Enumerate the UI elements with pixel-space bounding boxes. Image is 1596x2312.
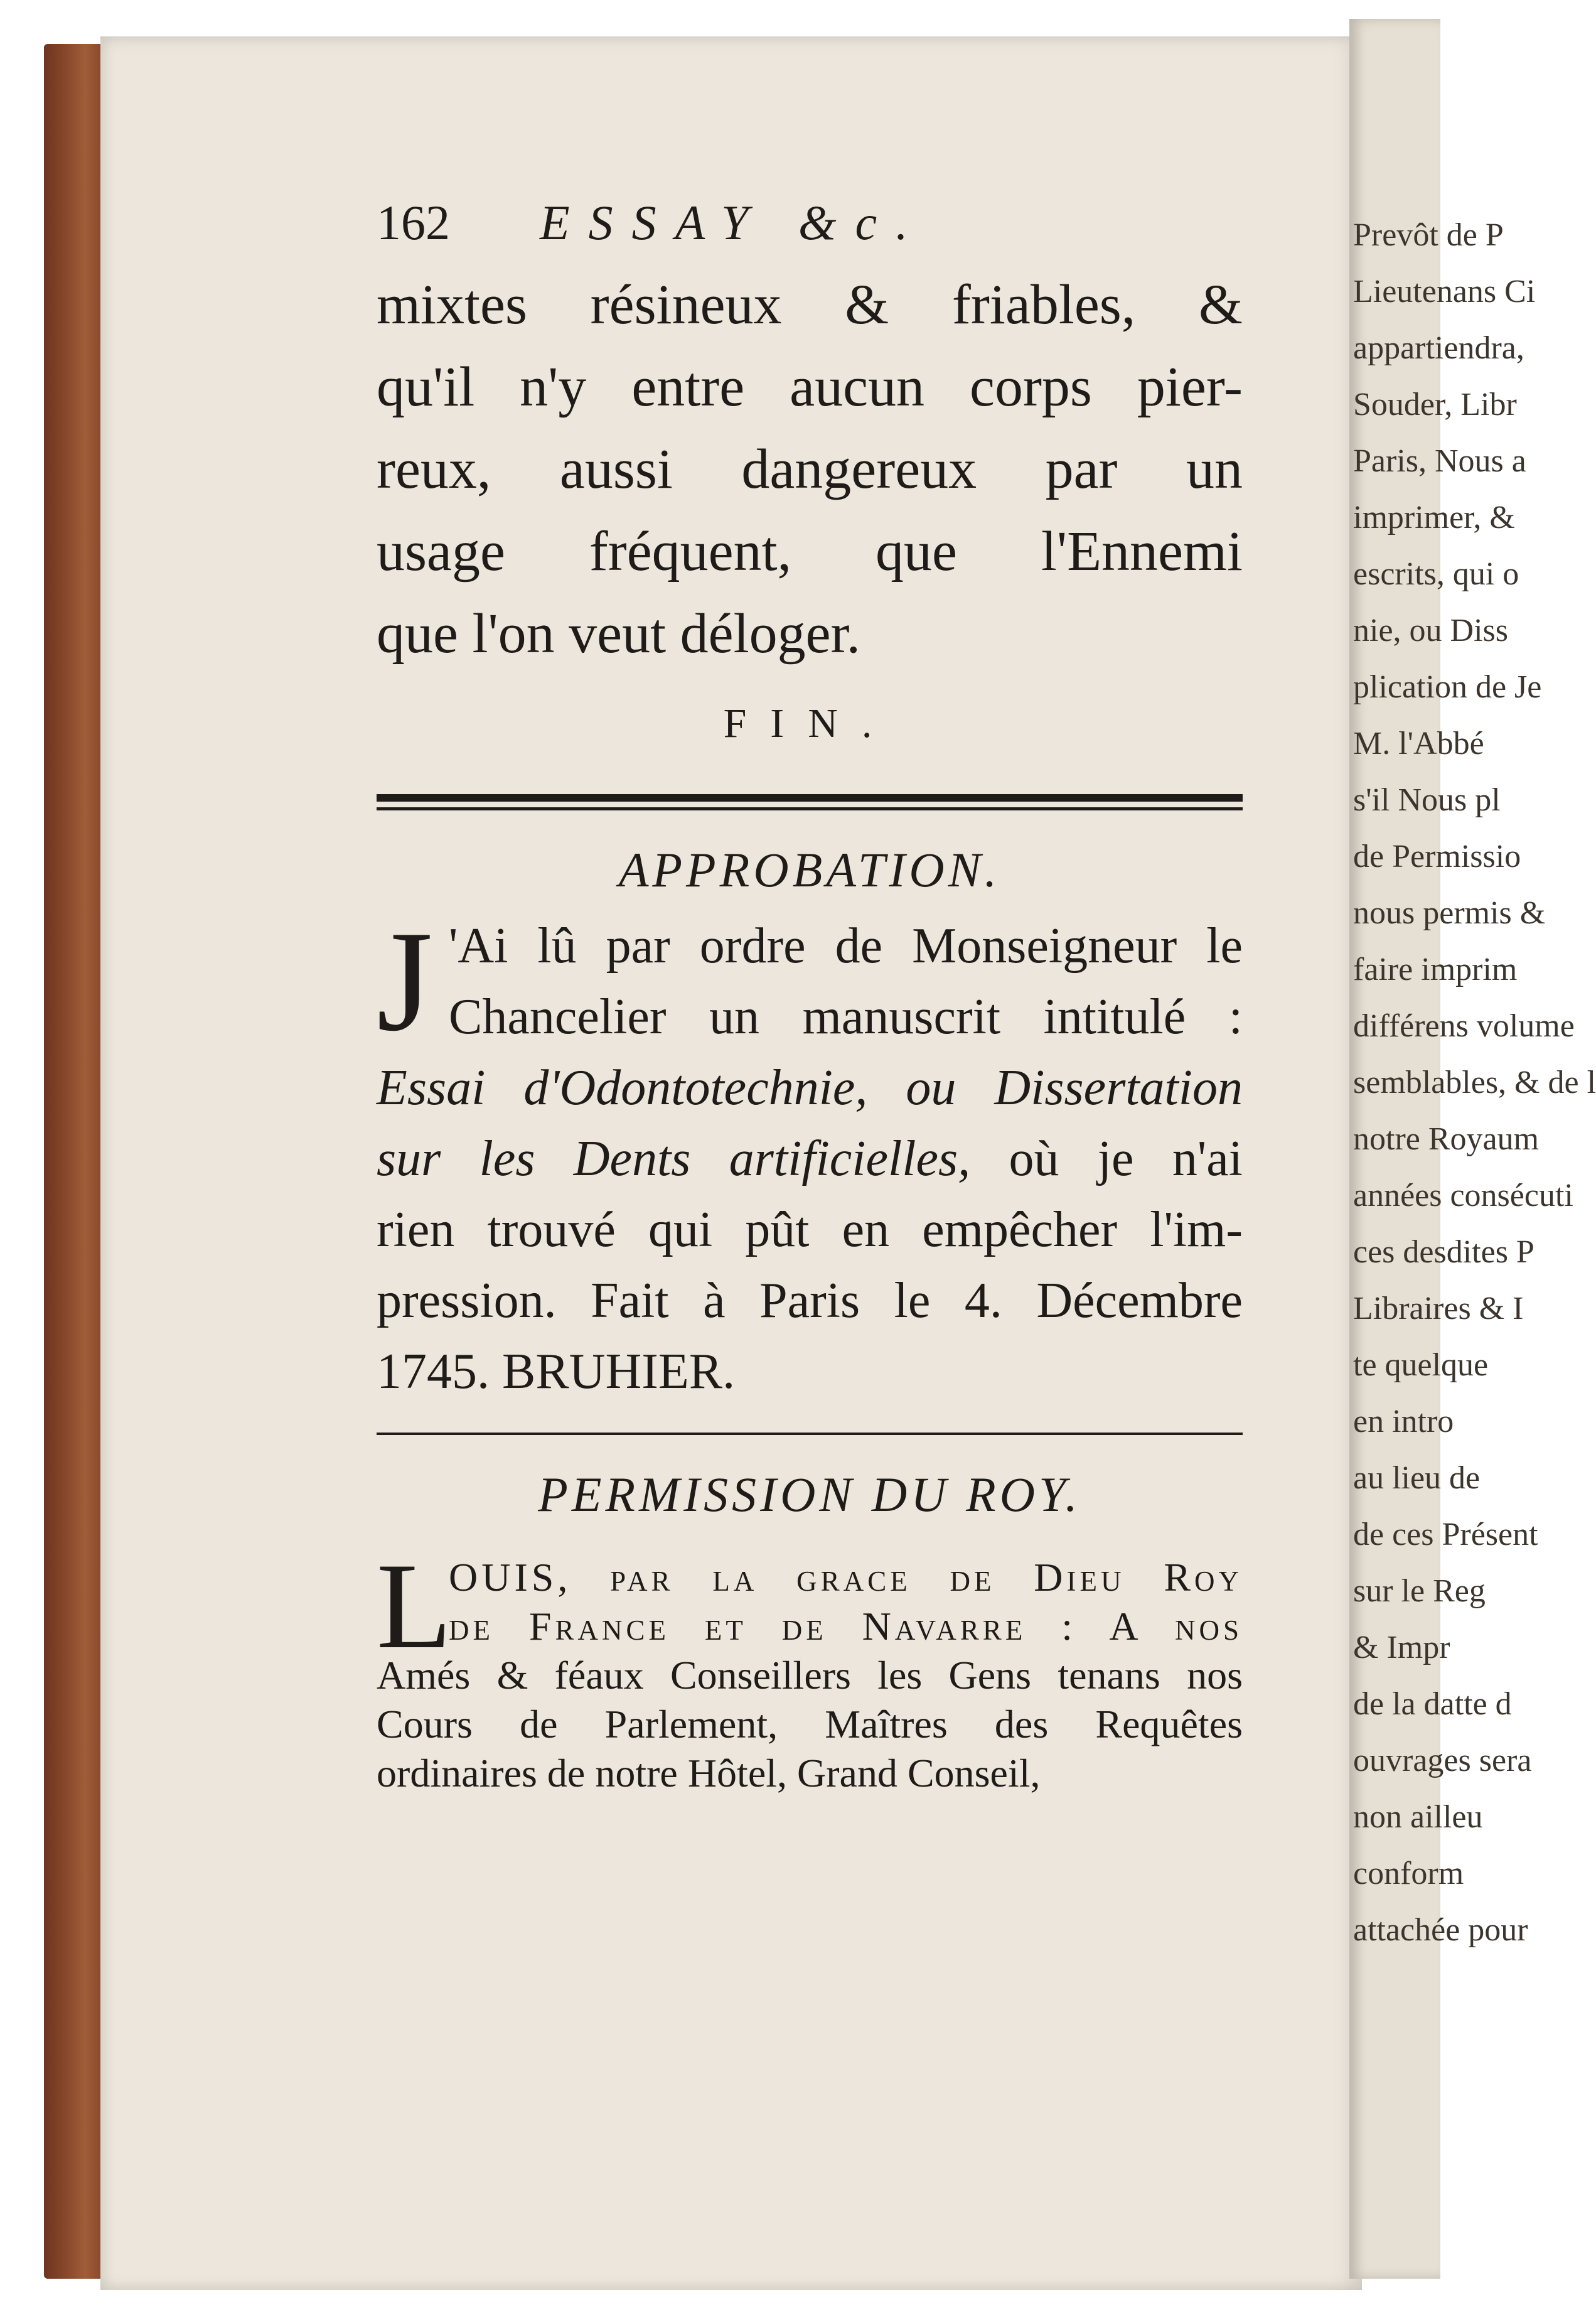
facing-page-line: en intro [1353,1404,1454,1439]
facing-page-line: de ces Présent [1353,1517,1538,1552]
facing-page-line: nous permis & [1353,895,1546,931]
facing-page-line: plication de Je [1353,669,1542,705]
body-line: mixtes résineux & friables, & [377,274,1243,336]
facing-page-line: & Impr [1353,1630,1450,1665]
body-text [377,264,1243,675]
approbation-line [377,1124,1243,1195]
approbation-line: 1745. BRUHIER. [377,1344,736,1399]
facing-page-line: s'il Nous pl [1353,782,1501,818]
page-number: 162 [377,195,450,250]
facing-page-line: Libraires & I [1353,1291,1524,1326]
body-line: qu'il n'y entre aucun corps pier- [377,356,1243,418]
facing-page-line: différens volume [1353,1008,1575,1044]
facing-page-line: escrits, qui o [1353,556,1519,592]
facing-page-line: Paris, Nous a [1353,443,1526,479]
body-line: usage fréquent, que l'Ennemi [377,520,1243,583]
approbation-line-rest: où je n'ai [970,1131,1243,1186]
facing-page-line: notre Royaum [1353,1121,1540,1157]
approbation-line: rien trouvé qui pût en empêcher l'im- [377,1202,1243,1257]
facing-page-line: imprimer, & [1353,500,1515,535]
page-text [377,195,1243,1798]
body-line: reux, aussi dangereux par un [377,438,1243,500]
double-rule-divider [377,794,1243,810]
dropcap-j: J [377,901,433,1061]
permission-line: de France et de Navarre : A nos [449,1604,1243,1648]
facing-page-edge [1349,19,1596,2279]
facing-page-line: Souder, Libr [1353,387,1517,422]
facing-page-line: attachée pour [1353,1912,1528,1948]
permission-title: PERMISSION DU ROY. [538,1467,1081,1522]
approbation-text [377,901,1243,1407]
facing-page-line: ouvrages sera [1353,1743,1532,1778]
facing-page-line: années consécuti [1353,1178,1573,1213]
facing-page-line: de la datte d [1353,1686,1512,1722]
single-rule-divider [377,1433,1243,1435]
page-header [377,195,1243,264]
facing-page-line: ces desdites P [1353,1234,1534,1270]
approbation-line: 'Ai lû par ordre de Monseigneur le [449,918,1243,974]
italic-title-fragment: sur les Dents artificielles, [377,1131,971,1186]
permission-text [377,1538,1243,1798]
permission-line: Cours de Parlement, Maîtres des Requêtes [377,1702,1243,1746]
facing-page-line: conform [1353,1856,1464,1891]
approbation-line: pression. Fait à Paris le 4. Décembre [377,1273,1243,1328]
facing-page-line: non ailleu [1353,1799,1483,1835]
permission-line: Amés & féaux Conseillers les Gens tenans nos [377,1653,1243,1697]
facing-page-line: de Permissio [1353,839,1521,874]
facing-page-line: sur le Reg [1353,1573,1486,1609]
facing-page-line: M. l'Abbé [1353,726,1484,761]
permission-line: OUIS, par la grace de Dieu Roy [449,1555,1243,1600]
facing-page-line: te quelque [1353,1347,1489,1383]
approbation-title: APPROBATION. [618,842,1001,897]
permission-line: ordinaires de notre Hôtel, Grand Conseil, [377,1751,1041,1795]
facing-page-line: appartiendra, [1353,330,1524,366]
approbation-line: Essai d'Odontotechnie, ou Dissertation [377,1060,1243,1116]
facing-page-line: semblables, & de l [1353,1065,1596,1100]
dropcap-l: L [377,1538,452,1674]
body-line: que l'on veut déloger. [377,603,861,665]
facing-page-line: Lieutenans Ci [1353,274,1536,309]
facing-page-line: faire imprim [1353,952,1518,987]
fin-mark: FIN. [723,701,896,746]
approbation-line: Chancelier un manuscrit intitulé : [449,989,1243,1045]
facing-page-line: nie, ou Diss [1353,613,1508,648]
running-title: ESSAY &c. [540,195,927,250]
facing-page-line: Prevôt de P [1353,217,1504,253]
facing-page-line: au lieu de [1353,1460,1481,1496]
